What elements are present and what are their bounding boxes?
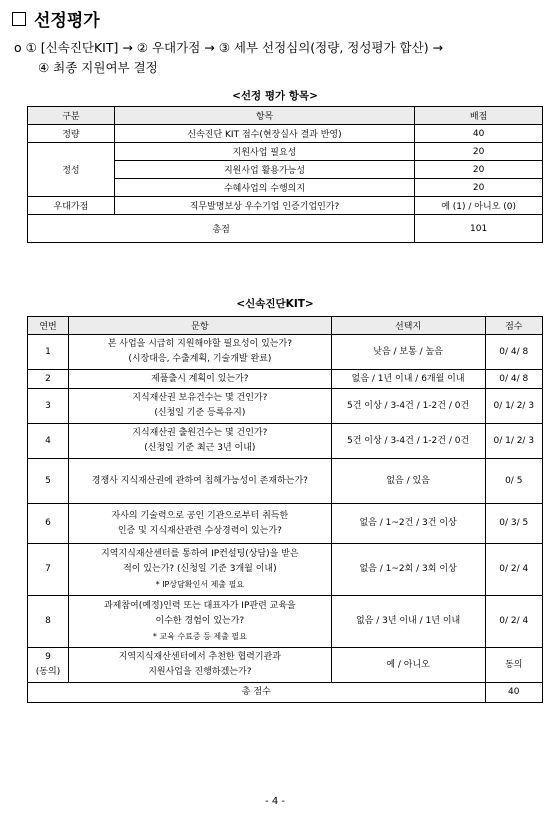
table-row <box>28 125 543 143</box>
total-label: 총점 <box>28 215 415 243</box>
category-cell: 정성 <box>28 143 115 197</box>
question-cell <box>69 596 332 648</box>
total-score: 40 <box>485 683 542 703</box>
section-heading <box>12 6 100 31</box>
choices-cell: 5건 이상 / 3-4건 / 1-2건 / 0건 <box>331 424 485 459</box>
score-cell: 0/ 3/ 5 <box>485 504 542 544</box>
choices-cell: 없음 / 1년 이내 / 6개월 이내 <box>331 370 485 389</box>
total-label: 총 점수 <box>28 683 486 703</box>
table-row <box>28 504 543 544</box>
item-cell: 수혜사업의 수행의지 <box>114 179 414 197</box>
choices-cell: 예 / 아니오 <box>331 648 485 683</box>
table-row <box>28 389 543 424</box>
score-cell: 20 <box>415 161 543 179</box>
table-row <box>28 370 543 389</box>
score-cell: 동의 <box>485 648 542 683</box>
question-line: 적이 있는가? (신청일 기준 3개월 이내) <box>123 564 277 574</box>
question-line: 지식재산권 출원건수는 몇 건인가? <box>132 428 268 438</box>
question-line: 지식재산권 보유건수는 몇 건인가? <box>132 393 268 403</box>
score-cell: 0/ 5 <box>485 459 542 504</box>
header-score: 점수 <box>485 317 542 335</box>
number-cell: 5 <box>28 459 69 504</box>
question-cell <box>69 389 332 424</box>
score-cell: 20 <box>415 143 543 161</box>
header-number: 연번 <box>28 317 69 335</box>
question-cell <box>69 648 332 683</box>
category-cell: 정량 <box>28 125 115 143</box>
item-cell: 지원사업 활용가능성 <box>114 161 414 179</box>
question-cell <box>69 424 332 459</box>
table-row <box>28 544 543 596</box>
item-cell: 신속진단 KIT 점수(현장실사 결과 반영) <box>114 125 414 143</box>
number-cell: 2 <box>28 370 69 389</box>
total-score: 101 <box>415 215 543 243</box>
question-line: 지역지식재산센터를 통하여 IP컨설팅(상담)을 받은 <box>101 549 299 559</box>
score-cell: 0/ 1/ 2/ 3 <box>485 389 542 424</box>
question-line: 본 사업을 시급히 지원해야할 필요성이 있는가? <box>107 339 292 349</box>
choices-cell: 없음 / 3년 이내 / 1년 이내 <box>331 596 485 648</box>
table1-caption: <선정 평가 항목> <box>232 90 318 102</box>
number-cell <box>28 648 69 683</box>
question-line: 지역지식재산센터에서 추천한 협력기관과 <box>118 652 281 662</box>
question-line: 과제참여(예정)인력 또는 대표자가 IP관련 교육을 <box>103 601 296 611</box>
table-row <box>28 648 543 683</box>
process-line-2: ④ 최종 지원여부 결정 <box>38 60 158 75</box>
note-text: * IP상담확인서 제출 필요 <box>155 580 245 589</box>
item-cell: 직무발명보상 우수기업 인증기업인가? <box>114 197 414 215</box>
evaluation-items-table <box>27 106 543 243</box>
table-row <box>28 424 543 459</box>
category-cell: 우대가점 <box>28 197 115 215</box>
number-cell: 3 <box>28 389 69 424</box>
table-row <box>28 143 543 161</box>
number-line: 9 <box>45 652 51 662</box>
process-description <box>14 38 544 78</box>
question-line: (신청일 기준 최근 3년 이내) <box>144 443 256 453</box>
table2-caption: <신속진단KIT> <box>236 298 314 310</box>
score-cell: 0/ 4/ 8 <box>485 335 542 370</box>
number-cell: 8 <box>28 596 69 648</box>
question-cell <box>69 504 332 544</box>
note-text: * 교육 수료증 등 제출 필요 <box>152 632 247 641</box>
total-row <box>28 215 543 243</box>
header-question: 문항 <box>69 317 332 335</box>
table-row <box>28 596 543 648</box>
section-title: 선정평가 <box>34 11 100 31</box>
header-score: 배점 <box>415 107 543 125</box>
table-row <box>28 459 543 504</box>
square-bullet-icon <box>12 12 26 26</box>
header-choices: 선택지 <box>331 317 485 335</box>
choices-cell: 낮음 / 보통 / 높음 <box>331 335 485 370</box>
choices-cell: 5건 이상 / 3-4건 / 1-2건 / 0건 <box>331 389 485 424</box>
score-cell: 0/ 2/ 4 <box>485 596 542 648</box>
score-cell: 0/ 2/ 4 <box>485 544 542 596</box>
score-cell: 20 <box>415 179 543 197</box>
diagnosis-kit-table <box>27 316 543 703</box>
score-cell: 예 (1) / 아니오 (0) <box>415 197 543 215</box>
question-line: 자사의 기술력으로 공인 기관으로부터 취득한 <box>111 510 289 521</box>
question-cell: 제품출시 계획이 있는가? <box>69 370 332 389</box>
table-row <box>28 197 543 215</box>
choices-cell: 없음 / 1~2회 / 3회 이상 <box>331 544 485 596</box>
question-line: 이수한 경험이 있는가? <box>155 616 245 626</box>
score-cell: 0/ 1/ 2/ 3 <box>485 424 542 459</box>
number-cell: 4 <box>28 424 69 459</box>
score-cell: 40 <box>415 125 543 143</box>
table-row <box>28 335 543 370</box>
question-line: 인증 및 지식재산관련 수상경력이 있는가? <box>117 525 282 536</box>
header-category: 구분 <box>28 107 115 125</box>
choices-cell: 없음 / 1~2건 / 3건 이상 <box>331 504 485 544</box>
choices-cell: 없음 / 있음 <box>331 459 485 504</box>
table-header-row <box>28 107 543 125</box>
question-line: 지원사업을 진행하겠는가? <box>148 667 252 677</box>
number-cell: 7 <box>28 544 69 596</box>
number-cell: 6 <box>28 504 69 544</box>
score-cell: 0/ 4/ 8 <box>485 370 542 389</box>
total-row <box>28 683 543 703</box>
header-item: 항목 <box>114 107 414 125</box>
question-line: (신청일 기준 등록유지) <box>154 408 246 418</box>
item-cell: 지원사업 필요성 <box>114 143 414 161</box>
question-cell: 경쟁사 지식재산권에 관하여 침해가능성이 존재하는가? <box>69 459 332 504</box>
table-header-row <box>28 317 543 335</box>
question-cell <box>69 544 332 596</box>
page-number: - 4 - <box>265 796 285 807</box>
question-cell <box>69 335 332 370</box>
process-line-1: o ① [신속진단KIT] → ② 우대가점 → ③ 세부 선정심의(정량, 정성평가 합산) → <box>14 40 444 55</box>
question-line: (시장대응, 수출계획, 기술개발 완료) <box>128 354 272 364</box>
number-line: (동의) <box>35 667 61 677</box>
number-cell: 1 <box>28 335 69 370</box>
